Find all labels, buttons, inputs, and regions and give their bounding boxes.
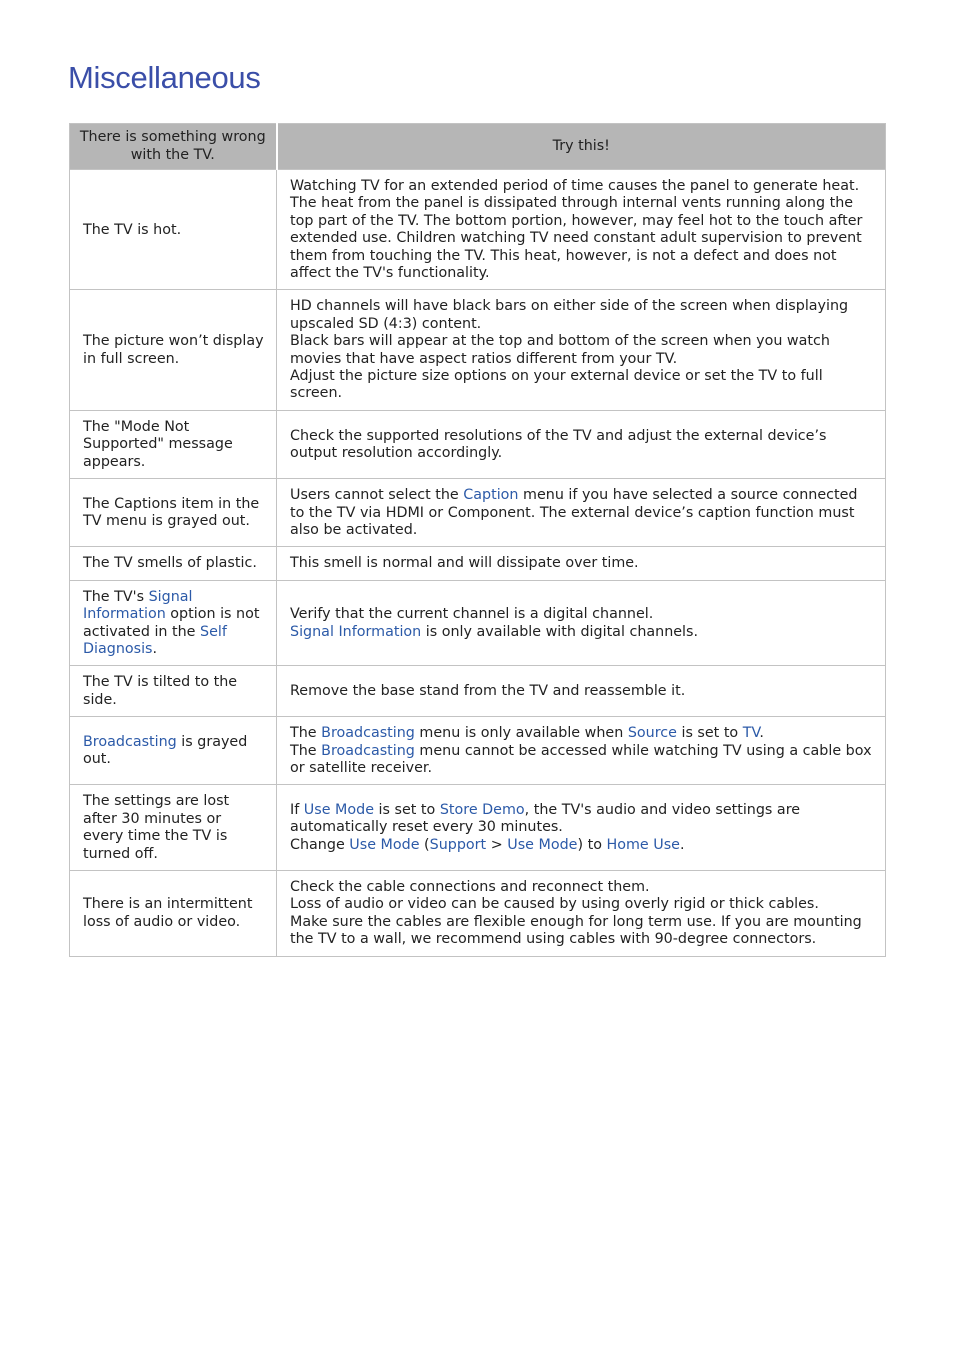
- text-run: (: [419, 836, 430, 853]
- solution-line: [290, 624, 873, 641]
- text-run: .: [152, 640, 158, 657]
- text-run: The TV's: [83, 588, 149, 605]
- text-run: Check the cable connections and reconnect them.: [290, 879, 650, 895]
- solution-cell: [277, 410, 886, 478]
- symptom-cell: [70, 410, 277, 478]
- solution-cell: [277, 871, 886, 957]
- solution-line: [290, 683, 873, 700]
- menu-term: Broadcasting: [321, 725, 415, 742]
- table-row: [70, 666, 886, 717]
- menu-term: Broadcasting: [321, 742, 415, 759]
- text-run: Check the supported resolutions of the TV and adjust the external device’s output resolution accordingly.: [290, 427, 827, 461]
- solution-line: [290, 896, 873, 913]
- solution-line: [290, 368, 873, 403]
- menu-term: TV: [742, 725, 760, 742]
- table-body: [70, 170, 886, 957]
- text-run: ) to: [577, 836, 607, 853]
- text-run: The Captions item in the TV menu is grayed out.: [83, 495, 260, 530]
- troubleshooting-table: [69, 123, 886, 957]
- text-run: HD channels will have black bars on either side of the screen when displaying upscaled SD (4:3) content.: [290, 298, 849, 332]
- symptom-cell: [70, 666, 277, 717]
- solution-line: [290, 837, 873, 854]
- table-row: [70, 290, 886, 410]
- solution-cell: [277, 785, 886, 871]
- menu-term: Store Demo: [439, 802, 525, 819]
- symptom-column-header: There is something wrong with the TV.: [70, 124, 277, 170]
- text-run: is grayed out.: [83, 733, 248, 768]
- text-run: Change: [290, 836, 350, 853]
- solution-line: [290, 428, 873, 463]
- text-run: The: [290, 725, 322, 742]
- text-run: menu if you have selected a source connected to the TV via HDMI or Component. The external device’s caption function must also be activated.: [290, 487, 858, 538]
- text-run: , the TV's audio and video settings are automatically reset every 30 minutes.: [290, 802, 801, 836]
- text-run: is only available with digital channels.: [421, 623, 699, 640]
- solution-line: [290, 802, 873, 837]
- menu-term: Source: [627, 725, 677, 742]
- text-run: Adjust the picture size options on your external device or set the TV to full screen.: [290, 368, 823, 402]
- solution-line: [290, 879, 873, 896]
- table-row: [70, 871, 886, 957]
- solution-line: [290, 298, 873, 333]
- text-run: If: [290, 802, 304, 819]
- text-run: Make sure the cables are flexible enough for long term use. If you are mounting the TV to a wall, we recommend using cables with 90-degree connectors.: [290, 913, 862, 948]
- solution-column-header: Try this!: [277, 124, 886, 170]
- symptom-cell: [70, 170, 277, 290]
- table-row: [70, 547, 886, 580]
- solution-line: [290, 555, 873, 572]
- solution-line: [290, 487, 873, 539]
- solution-line: [290, 725, 873, 742]
- table-row: [70, 785, 886, 871]
- menu-term: Signal Information: [290, 623, 422, 640]
- text-run: The "Mode Not Supported" message appears.: [83, 418, 233, 470]
- text-run: The TV is tilted to the side.: [83, 674, 238, 708]
- text-run: .: [759, 725, 764, 742]
- solution-cell: [277, 666, 886, 717]
- solution-cell: [277, 170, 886, 290]
- page-title: Miscellaneous: [68, 60, 261, 95]
- table-row: [70, 580, 886, 666]
- text-run: Black bars will appear at the top and bottom of the screen when you watch movies that have aspect ratios different from your TV.: [290, 333, 830, 367]
- text-run: The TV is hot.: [83, 221, 182, 238]
- text-run: There is an intermittent loss of audio or video.: [83, 896, 253, 930]
- menu-term: Support: [429, 836, 487, 853]
- text-run: menu is only available when: [414, 725, 628, 742]
- text-run: is set to: [374, 802, 440, 819]
- solution-cell: [277, 290, 886, 410]
- text-run: Users cannot select the: [290, 487, 464, 504]
- text-run: The: [290, 742, 322, 759]
- text-run: >: [486, 836, 508, 853]
- menu-term: Use Mode: [507, 836, 578, 853]
- symptom-cell: [70, 290, 277, 410]
- solution-line: [290, 743, 873, 778]
- text-run: Watching TV for an extended period of time causes the panel to generate heat. The heat from the panel is dissipated through internal vents running along the top part of the TV. The bottom portion, however, may feel hot to the touch after extended use. Children watching TV need constant adult supervision to prevent them from touching the TV. This heat, however, is not a defect and does not affect the TV's functionality.: [290, 178, 863, 282]
- solution-cell: [277, 547, 886, 580]
- menu-term: Broadcasting: [83, 733, 177, 750]
- symptom-cell: [70, 785, 277, 871]
- menu-term: Caption: [463, 487, 519, 504]
- symptom-cell: [70, 547, 277, 580]
- text-run: The settings are lost after 30 minutes or every time the TV is turned off.: [83, 793, 230, 862]
- solution-line: [290, 914, 873, 949]
- text-run: The TV smells of plastic.: [83, 555, 257, 572]
- menu-term: Use Mode: [303, 802, 375, 819]
- solution-line: [290, 178, 873, 282]
- solution-line: [290, 606, 873, 623]
- menu-term: Self Diagnosis: [83, 623, 227, 657]
- text-run: Remove the base stand from the TV and reassemble it.: [290, 683, 686, 700]
- symptom-cell: [70, 717, 277, 785]
- menu-term: Home Use: [606, 836, 680, 853]
- table-row: [70, 410, 886, 478]
- text-run: Loss of audio or video can be caused by using overly rigid or thick cables.: [290, 896, 819, 913]
- table-row: [70, 170, 886, 290]
- symptom-cell: [70, 871, 277, 957]
- text-run: The picture won’t display in full screen.: [83, 333, 264, 367]
- symptom-cell: [70, 580, 277, 666]
- solution-cell: [277, 580, 886, 666]
- table-row: [70, 717, 886, 785]
- solution-cell: [277, 717, 886, 785]
- text-run: This smell is normal and will dissipate over time.: [290, 555, 639, 572]
- symptom-cell: [70, 479, 277, 547]
- solution-line: [290, 333, 873, 368]
- solution-cell: [277, 479, 886, 547]
- text-run: menu cannot be accessed while watching TV using a cable box or satellite receiver.: [290, 742, 872, 776]
- table-header-row: [70, 124, 886, 170]
- table-row: [70, 479, 886, 547]
- text-run: option is not activated in the: [83, 606, 260, 640]
- text-run: is set to: [676, 725, 743, 742]
- text-run: .: [679, 836, 685, 853]
- menu-term: Signal Information: [83, 588, 193, 623]
- menu-term: Use Mode: [349, 836, 420, 853]
- text-run: Verify that the current channel is a digital channel.: [290, 606, 654, 623]
